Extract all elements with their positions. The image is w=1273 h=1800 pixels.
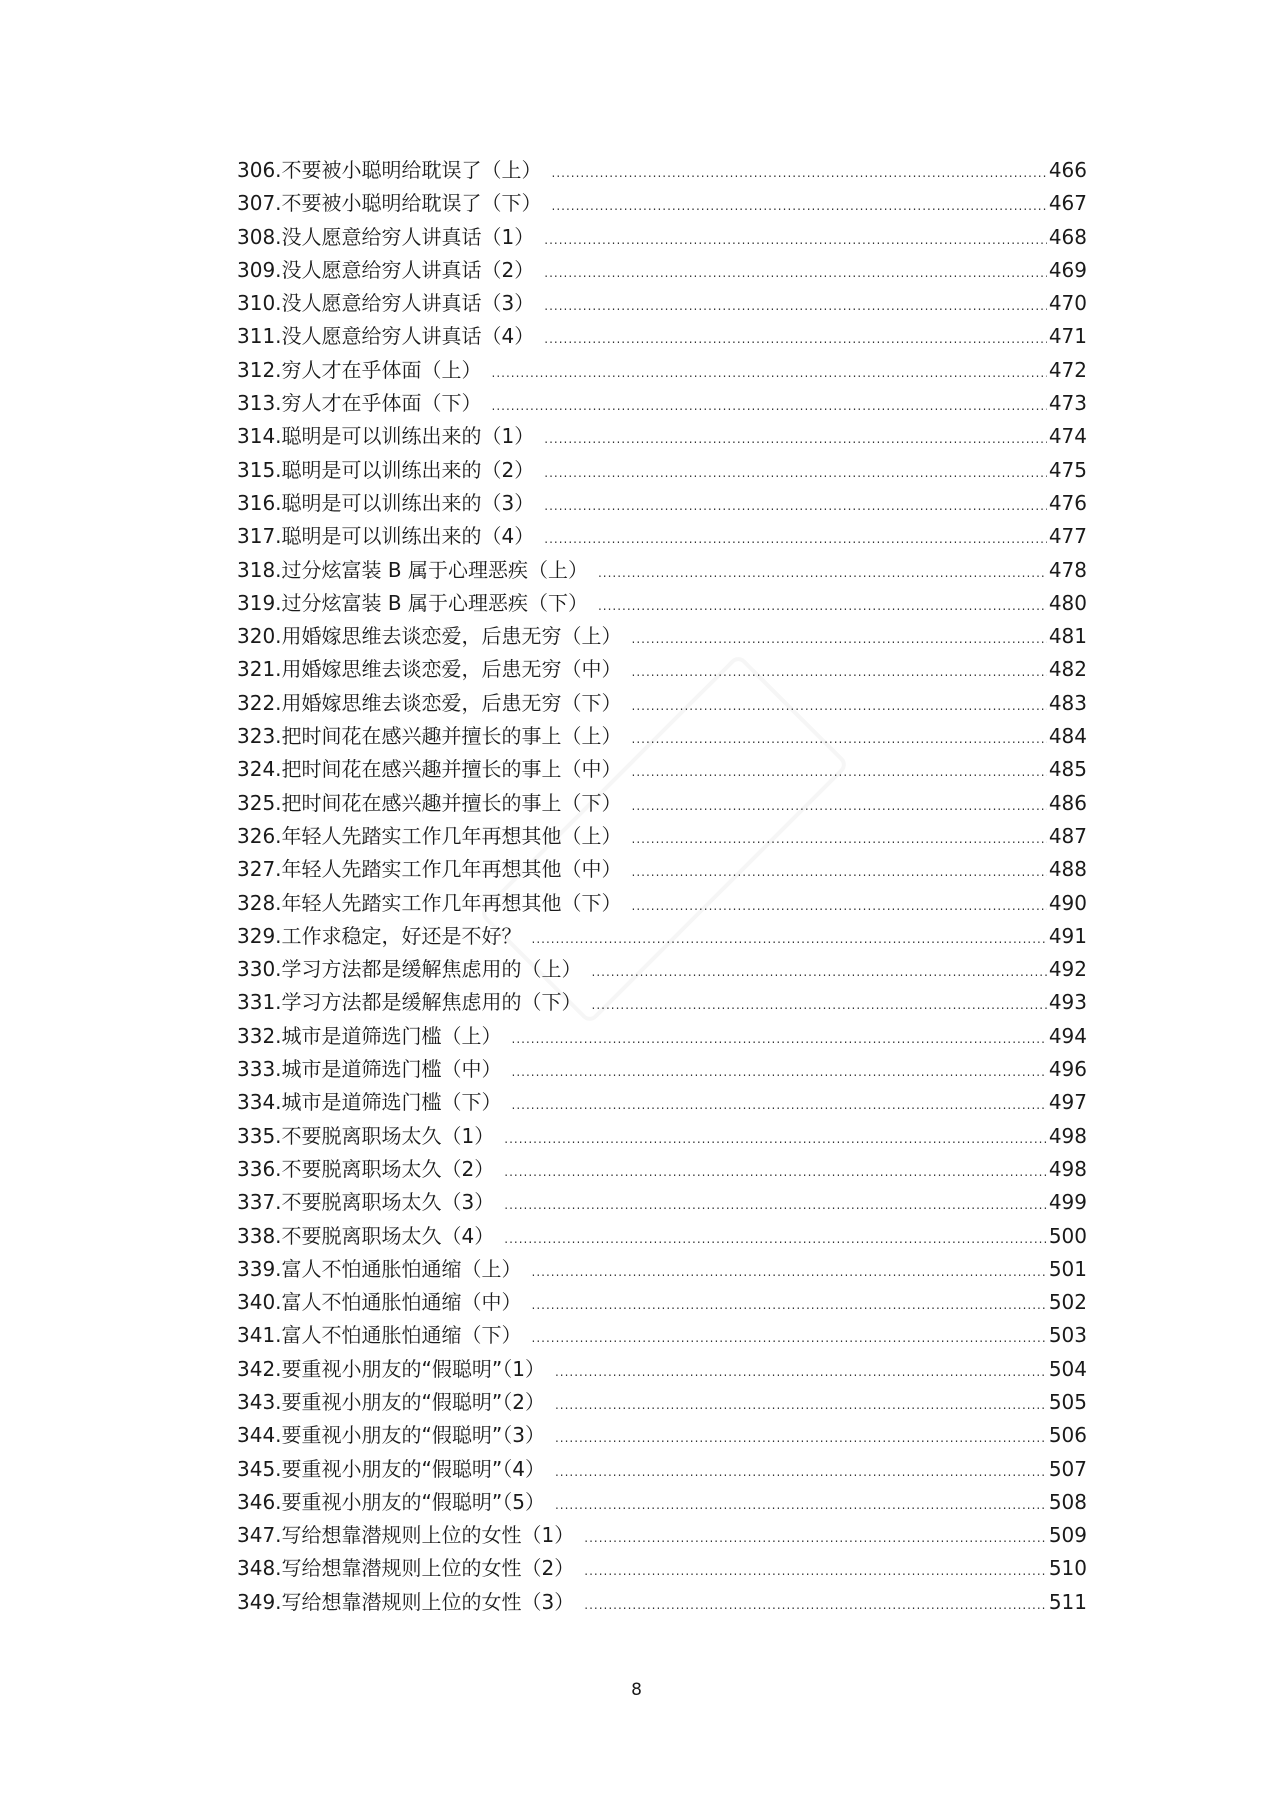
toc-entry[interactable] [237, 986, 1087, 1019]
dot-leader [504, 1156, 1047, 1189]
toc-entry-page: 481 [1048, 624, 1087, 649]
toc-entry-title: 332.城市是道筛选门槛（上） [237, 1023, 502, 1048]
toc-entry-page: 508 [1048, 1489, 1087, 1514]
toc-entry[interactable] [237, 187, 1087, 220]
toc-entry-title: 325.把时间花在感兴趣并擅长的事上（下） [237, 790, 622, 815]
toc-entry-page: 471 [1048, 324, 1087, 349]
toc-entry[interactable] [237, 1120, 1087, 1153]
toc-entry[interactable] [237, 1186, 1087, 1219]
toc-entry[interactable] [237, 853, 1087, 886]
toc-entry[interactable] [237, 1220, 1087, 1253]
toc-entry[interactable] [237, 287, 1087, 320]
toc-entry-page: 486 [1048, 790, 1087, 815]
toc-entry-page: 478 [1048, 557, 1087, 582]
dot-leader [632, 690, 1047, 723]
toc-entry-title: 324.把时间花在感兴趣并擅长的事上（中） [237, 757, 622, 782]
toc-entry-page: 480 [1048, 590, 1087, 615]
dot-leader [632, 723, 1047, 756]
toc-entry[interactable] [237, 221, 1087, 254]
toc-entry-title: 330.学习方法都是缓解焦虑用的（上） [237, 957, 582, 982]
toc-entry-page: 473 [1048, 391, 1087, 416]
dot-leader [544, 423, 1047, 456]
dot-leader [512, 1056, 1047, 1089]
dot-leader [598, 590, 1047, 623]
toc-entry-title: 307.不要被小聪明给耽误了（下） [237, 191, 542, 216]
page-number: 8 [631, 1680, 642, 1700]
toc-entry-page: 509 [1048, 1523, 1087, 1548]
dot-leader [544, 224, 1047, 257]
dot-leader [512, 1089, 1047, 1122]
toc-entry-title: 344.要重视小朋友的“假聪明”（3） [237, 1423, 545, 1448]
toc-entry-page: 470 [1048, 291, 1087, 316]
dot-leader [584, 1555, 1047, 1588]
dot-leader [632, 756, 1047, 789]
toc-entry-page: 476 [1048, 490, 1087, 515]
toc-entry[interactable] [237, 354, 1087, 387]
dot-leader [532, 1289, 1047, 1322]
dot-leader [598, 557, 1047, 590]
toc-entry[interactable] [237, 687, 1087, 720]
dot-leader [632, 656, 1047, 689]
toc-entry-title: 343.要重视小朋友的“假聪明”（2） [237, 1389, 545, 1414]
toc-entry-title: 310.没人愿意给穷人讲真话（3） [237, 291, 535, 316]
toc-entry-title: 339.富人不怕通胀怕通缩（上） [237, 1256, 522, 1281]
dot-leader [592, 989, 1047, 1022]
toc-entry-page: 466 [1048, 158, 1087, 182]
toc-entry-page: 485 [1048, 757, 1087, 782]
toc-entry-page: 494 [1048, 1023, 1087, 1048]
toc-entry[interactable] [237, 1253, 1087, 1286]
toc-entry[interactable] [237, 1519, 1087, 1552]
toc-entry-page: 504 [1048, 1356, 1087, 1381]
toc-entry-title: 326.年轻人先踏实工作几年再想其他（上） [237, 823, 622, 848]
toc-entry-title: 319.过分炫富装 B 属于心理恶疾（下） [237, 590, 588, 615]
toc-entry-title: 320.用婚嫁思维去谈恋爱，后患无穷（上） [237, 624, 622, 649]
toc-entry-title: 327.年轻人先踏实工作几年再想其他（中） [237, 857, 622, 882]
toc-entry[interactable] [237, 753, 1087, 786]
toc-entry-page: 507 [1048, 1456, 1087, 1481]
toc-entry-page: 490 [1048, 890, 1087, 915]
toc-entry-title: 335.不要脱离职场太久（1） [237, 1123, 495, 1148]
toc-entry-page: 467 [1048, 191, 1087, 216]
toc-entry-title: 315.聪明是可以训练出来的（2） [237, 457, 535, 482]
toc-entry-page: 501 [1048, 1256, 1087, 1281]
toc-entry-title: 311.没人愿意给穷人讲真话（4） [237, 324, 535, 349]
toc-entry-title: 333.城市是道筛选门槛（中） [237, 1057, 502, 1082]
toc-entry[interactable] [237, 1153, 1087, 1186]
dot-leader [632, 823, 1047, 856]
toc-entry-title: 331.学习方法都是缓解焦虑用的（下） [237, 990, 582, 1015]
toc-entry-title: 337.不要脱离职场太久（3） [237, 1190, 495, 1215]
toc-entry-title: 328.年轻人先踏实工作几年再想其他（下） [237, 890, 622, 915]
dot-leader [552, 190, 1047, 223]
toc-entry-page: 496 [1048, 1057, 1087, 1082]
dot-leader [632, 623, 1047, 656]
toc-entry-title: 347.写给想靠潜规则上位的女性（1） [237, 1523, 575, 1548]
toc-entry-page: 505 [1048, 1389, 1087, 1414]
toc-entry[interactable] [237, 1586, 1087, 1619]
toc-entry[interactable] [237, 587, 1087, 620]
toc-entry[interactable] [237, 1020, 1087, 1053]
toc-entry-page: 484 [1048, 724, 1087, 749]
toc-entry[interactable] [237, 554, 1087, 587]
toc-entry-title: 341.富人不怕通胀怕通缩（下） [237, 1323, 522, 1348]
toc-entry-page: 493 [1048, 990, 1087, 1015]
dot-leader [544, 523, 1047, 556]
dot-leader [584, 1589, 1047, 1622]
toc-entry[interactable] [237, 953, 1087, 986]
dot-leader [544, 323, 1047, 356]
dot-leader [532, 923, 1047, 956]
toc-entry-title: 314.聪明是可以训练出来的（1） [237, 424, 535, 449]
toc-entry-title: 318.过分炫富装 B 属于心理恶疾（上） [237, 557, 588, 582]
dot-leader [532, 1256, 1047, 1289]
dot-leader [504, 1223, 1047, 1256]
toc-entry[interactable] [237, 1386, 1087, 1419]
toc-entry-page: 477 [1048, 524, 1087, 549]
toc-entry-page: 482 [1048, 657, 1087, 682]
dot-leader [555, 1456, 1047, 1489]
toc-entry-page: 475 [1048, 457, 1087, 482]
toc-entry[interactable] [237, 420, 1087, 453]
dot-leader [504, 1123, 1047, 1156]
toc-entry[interactable] [237, 1486, 1087, 1519]
dot-leader [552, 157, 1047, 190]
dot-leader [532, 1322, 1047, 1355]
toc-entry-title: 308.没人愿意给穷人讲真话（1） [237, 224, 535, 249]
toc-entry[interactable] [237, 1319, 1087, 1352]
toc-entry-title: 348.写给想靠潜规则上位的女性（2） [237, 1556, 575, 1581]
dot-leader [544, 290, 1047, 323]
toc-entry-page: 497 [1048, 1090, 1087, 1115]
toc-entry-title: 316.聪明是可以训练出来的（3） [237, 490, 535, 515]
dot-leader [592, 956, 1047, 989]
toc-entry-page: 506 [1048, 1423, 1087, 1448]
toc-entry-page: 468 [1048, 224, 1087, 249]
toc-entry[interactable] [237, 1419, 1087, 1452]
toc-entry[interactable] [237, 787, 1087, 820]
dot-leader [632, 890, 1047, 923]
toc-entry[interactable] [237, 720, 1087, 753]
dot-leader [544, 257, 1047, 290]
toc-entry[interactable] [237, 1453, 1087, 1486]
toc-entry[interactable] [237, 1053, 1087, 1086]
dot-leader [555, 1356, 1047, 1389]
toc-entry[interactable] [237, 487, 1087, 520]
dot-leader [584, 1522, 1047, 1555]
toc-entry-page: 510 [1048, 1556, 1087, 1581]
toc-entry-page: 474 [1048, 424, 1087, 449]
dot-leader [492, 357, 1047, 390]
toc-entry-page: 492 [1048, 957, 1087, 982]
toc-entry[interactable] [237, 387, 1087, 420]
dot-leader [555, 1389, 1047, 1422]
toc-entry-title: 336.不要脱离职场太久（2） [237, 1156, 495, 1181]
dot-leader [512, 1023, 1047, 1056]
toc-entry[interactable] [237, 454, 1087, 487]
toc-entry-page: 511 [1048, 1589, 1087, 1614]
toc-entry-page: 498 [1048, 1123, 1087, 1148]
toc-entry-page: 483 [1048, 690, 1087, 715]
toc-entry[interactable] [237, 653, 1087, 686]
toc-entry-title: 313.穷人才在乎体面（下） [237, 391, 482, 416]
table-of-contents [237, 154, 1087, 1619]
dot-leader [544, 457, 1047, 490]
toc-entry[interactable] [237, 254, 1087, 287]
toc-entry-title: 349.写给想靠潜规则上位的女性（3） [237, 1589, 575, 1614]
toc-entry-title: 342.要重视小朋友的“假聪明”（1） [237, 1356, 545, 1381]
toc-entry-page: 488 [1048, 857, 1087, 882]
toc-entry-page: 469 [1048, 257, 1087, 282]
toc-entry-page: 491 [1048, 923, 1087, 948]
toc-entry-title: 322.用婚嫁思维去谈恋爱，后患无穷（下） [237, 690, 622, 715]
toc-entry[interactable] [237, 520, 1087, 553]
dot-leader [555, 1422, 1047, 1455]
toc-entry-title: 340.富人不怕通胀怕通缩（中） [237, 1290, 522, 1315]
toc-entry[interactable] [237, 1286, 1087, 1319]
dot-leader [544, 490, 1047, 523]
toc-entry-page: 502 [1048, 1290, 1087, 1315]
toc-entry-title: 321.用婚嫁思维去谈恋爱，后患无穷（中） [237, 657, 622, 682]
toc-entry-page: 472 [1048, 357, 1087, 382]
dot-leader [492, 390, 1047, 423]
toc-entry[interactable] [237, 154, 1087, 187]
toc-entry[interactable] [237, 620, 1087, 653]
toc-entry-title: 309.没人愿意给穷人讲真话（2） [237, 257, 535, 282]
dot-leader [504, 1189, 1047, 1222]
toc-entry-title: 338.不要脱离职场太久（4） [237, 1223, 495, 1248]
toc-entry-page: 498 [1048, 1156, 1087, 1181]
toc-entry[interactable] [237, 920, 1087, 953]
toc-entry-title: 329.工作求稳定，好还是不好？ [237, 923, 522, 948]
toc-entry-title: 317.聪明是可以训练出来的（4） [237, 524, 535, 549]
dot-leader [555, 1489, 1047, 1522]
toc-entry-title: 345.要重视小朋友的“假聪明”（4） [237, 1456, 545, 1481]
toc-entry-page: 487 [1048, 823, 1087, 848]
dot-leader [632, 856, 1047, 889]
toc-entry-title: 306.不要被小聪明给耽误了（上） [237, 158, 542, 182]
toc-entry-title: 346.要重视小朋友的“假聪明”（5） [237, 1489, 545, 1514]
toc-entry-page: 500 [1048, 1223, 1087, 1248]
toc-entry-page: 503 [1048, 1323, 1087, 1348]
toc-entry-title: 312.穷人才在乎体面（上） [237, 357, 482, 382]
toc-entry-title: 323.把时间花在感兴趣并擅长的事上（上） [237, 724, 622, 749]
toc-entry[interactable] [237, 1086, 1087, 1119]
toc-entry[interactable] [237, 1353, 1087, 1386]
toc-entry-title: 334.城市是道筛选门槛（下） [237, 1090, 502, 1115]
toc-entry[interactable] [237, 887, 1087, 920]
toc-entry[interactable] [237, 320, 1087, 353]
toc-entry[interactable] [237, 1552, 1087, 1585]
toc-entry[interactable] [237, 820, 1087, 853]
dot-leader [632, 790, 1047, 823]
toc-entry-page: 499 [1048, 1190, 1087, 1215]
